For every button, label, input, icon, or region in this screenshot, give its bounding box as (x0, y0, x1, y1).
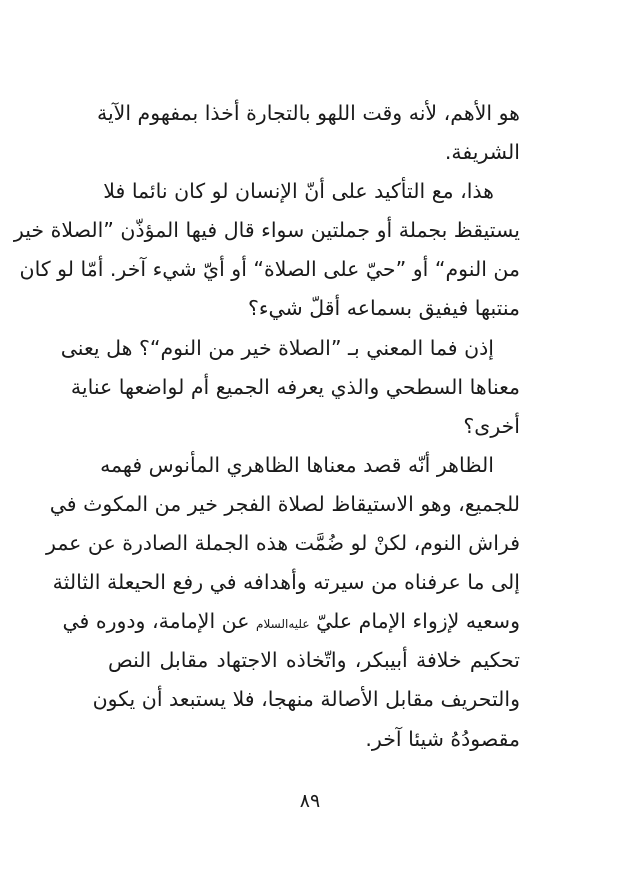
text-line: مقصودُهُ شيئا آخر. (365, 726, 520, 751)
text-line: تحكيم خلافة أبيبكر، واتّخاذه الاجتهاد مقابل النص (108, 648, 520, 673)
text-segment: وسعيه لإزواء الإمام عليّ (316, 609, 520, 634)
text-line: فراش النوم، لكنْ لو ضُمَّت هذه الجملة الصادرة عن عمر (46, 531, 520, 556)
text-line: الظاهر أنّه قصد معناها الظاهري المأنوس فهمه (100, 452, 494, 477)
text-line: منتبها فيفيق بسماعه أقلّ شيء؟ (247, 296, 520, 321)
text-segment: عن الإمامة، ودوره في (62, 609, 250, 634)
text-line: معناها السطحي والذي يعرفه الجميع أم لواضعها عناية (70, 374, 520, 399)
honorific-inline: عليه‌السلام (256, 617, 310, 632)
text-line: والتحريف مقابل الأصالة منهجا، فلا يستبعد أن يكون (92, 687, 520, 712)
text-line: يستيقظ بجملة أو جملتين سواء قال فيها المؤذّن ”الصلاة خير (13, 218, 520, 243)
text-line: أخرى؟ (463, 413, 520, 438)
text-line: هذا، مع التأكيد على أنّ الإنسان لو كان نائما فلا (103, 179, 494, 204)
text-line: الشريفة. (444, 140, 520, 165)
text-line: إلى ما عرفناه من سيرته وأهدافه في رفع الحيعلة الثالثة (52, 570, 520, 595)
text-line: للجميع، وهو الاستيقاظ لصلاة الفجر خير من المكوث في (49, 491, 520, 516)
text-line: إذن فما المعني بـ ”الصلاة خير من النوم“؟ هل يعنى (60, 335, 494, 360)
text-line: من النوم“ أو ”حيّ على الصلاة“ أو أيّ شيء آخر. أمّا لو كان (19, 257, 520, 282)
page-number: ٨٩ (299, 790, 321, 812)
text-line: هو الأهم، لأنه وقت اللهو بالتجارة أخذا بمفهوم الآية (96, 101, 520, 125)
text-line-with-honorific (62, 602, 520, 641)
body-text (13, 94, 520, 759)
